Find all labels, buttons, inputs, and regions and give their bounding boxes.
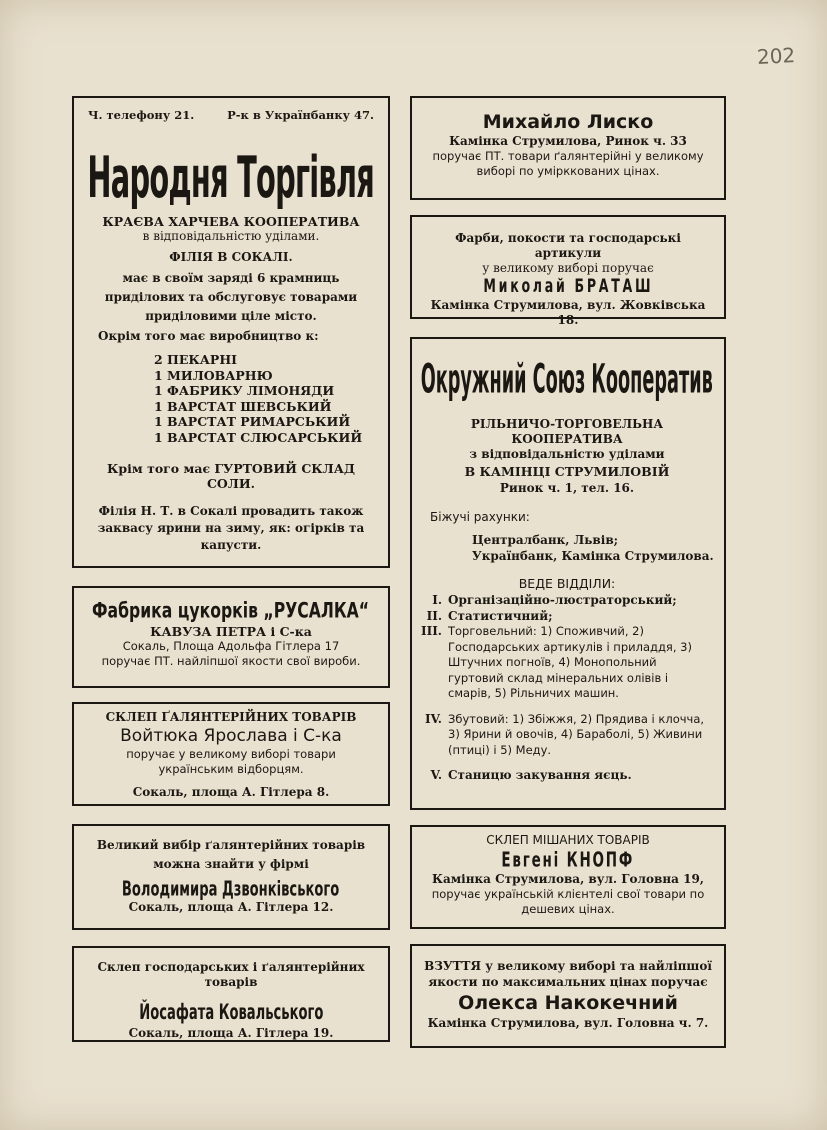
shop-owner: Миколай БРАТАШ (483, 276, 653, 298)
address: Камінка Струмилова, вул. Жовківська 18. (430, 298, 706, 327)
list-item: IV. Збутовий: 1) Збіжжя, 2) Прядива і клочча, 3) Ярини й овочів, 4) Бараболі, 5) Живини (птиці) і 5) Меду. (424, 711, 705, 757)
departments-label: ВЕДЕ ВІДДІЛИ: (518, 576, 616, 591)
shop-header: СКЛЕП МІШАНИХ ТОВАРІВ (486, 833, 650, 847)
subtitle-2: з відповідальністю уділами (469, 447, 665, 461)
description: поручає українській клієнтелі свої товари по дешевих цінах. (431, 887, 705, 916)
address: Камінка Струмилова, Ринок ч. 33 (449, 134, 687, 148)
address: Камінка Струмилова, вул. Головна 19, (432, 872, 704, 886)
address: Ринок ч. 1, тел. 16. (499, 481, 635, 495)
owner: КАВУЗА ПЕТРА і С-ка (150, 624, 312, 639)
ad-title: Фабрика цукорків „РУСАЛКА“ (92, 598, 370, 624)
list-item: II. Статистичний; (426, 608, 553, 623)
list-item: 1 ФАБРИКУ ЛІМОНЯДИ (154, 383, 335, 398)
pickling-note: Філія Н. Т. в Сокалі провадить також заквасу ярини на зиму, як: огірків та капусти. (97, 504, 365, 552)
shop-owner: Йосафата Ковальського (138, 998, 324, 1024)
list-item: 1 ВАРСТАТ ШЕВСЬКИЙ (154, 398, 332, 414)
ad-title: Народня Торгівля (87, 143, 375, 211)
subtitle-3: В КАМІНЦІ СТРУМИЛОВІЙ (464, 464, 670, 479)
ad-knopf (410, 825, 726, 929)
ad-title: Михайло Лиско (482, 111, 654, 133)
shop-owner: Володимира Дзвонківського (122, 875, 340, 901)
account-2: Українбанк, Камінка Струмилова. (472, 549, 714, 563)
description: поручає ПТ. найліпшої якости свої вироби. (101, 654, 361, 668)
list-item: I. Організаційно-люстраторський; (432, 593, 677, 607)
list-item: 1 МИЛОВАРНЮ (154, 367, 273, 383)
phone-number: Ч. телефону 21. (88, 108, 195, 122)
description: Склеп господарських і ґалянтерійних товарів (97, 960, 365, 989)
address: Сокаль, площа А. Гітлера 12. (128, 900, 334, 914)
ad-okruzhnyi-soiuz (410, 337, 726, 810)
accounts-label: Біжучі рахунки: (430, 510, 530, 524)
ad-kovalsky (72, 946, 390, 1042)
shop-owner: Олекса Накокечний (458, 992, 678, 1014)
ad-dzvonkivsky (72, 824, 390, 930)
ad-nakonechny (410, 944, 726, 1048)
list-item: III. Торговельний: 1) Споживчий, 2) Господарських артикулів і приладдя, 3) Штучних погноїв, 4) Монопольний гуртовий склад мінеральних олівів і смарів, 5) Рільничих машин. (420, 624, 692, 700)
description-2: у великому виборі поручає (482, 261, 654, 275)
departments-list (420, 593, 714, 784)
ad-voytiuk (72, 702, 390, 806)
list-item: 1 ВАРСТАТ СЛЮСАРСЬКИЙ (154, 429, 363, 445)
subtitle: РІЛЬНИЧО-ТОРГОВЕЛЬНА КООПЕРАТИВА (470, 417, 664, 446)
ad-lysko (410, 96, 726, 200)
address: Сокаль, площа А. Гітлера 19. (128, 1026, 334, 1040)
description: поручає у великому виборі товари українським відборцям. (126, 747, 336, 776)
account-1: Централбанк, Львів; (472, 533, 619, 547)
shop-header: СКЛЕП ҐАЛЯНТЕРІЙНИХ ТОВАРІВ (105, 710, 357, 724)
ad-rusalka (72, 586, 390, 688)
subtitle-2: в відповідальністю уділами. (142, 229, 320, 243)
list-item: 2 ПЕКАРНІ (154, 352, 237, 367)
address: Камінка Струмилова, вул. Головна ч. 7. (427, 1016, 709, 1030)
subtitle: КРАЄВА ХАРЧЕВА КООПЕРАТИВА (102, 214, 360, 229)
ad-bratash (410, 215, 726, 327)
description: Фарби, покости та господарські артикули (455, 231, 681, 260)
shop-owner: Евгені КНОПФ (501, 847, 635, 873)
address: Сокаль, Площа Адольфа Гітлера 17 (122, 639, 340, 653)
address: Сокаль, площа А. Гітлера 8. (132, 785, 330, 799)
production-list (88, 352, 374, 445)
ad-narodnia-torhivlia (72, 96, 390, 568)
bank-account: Р-к в Українбанку 47. (227, 108, 374, 122)
branch-label: ФІЛІЯ В СОКАЛІ. (169, 250, 293, 264)
description: поручає ПТ. товари ґалянтерійні у великому виборі по умірккованих цінах. (432, 149, 704, 178)
salt-warehouse: Крім того має ГУРТОВИЙ СКЛАД СОЛИ. (107, 461, 355, 491)
description: має в своїм заряді 6 крамниць приділових та обслуговує товарами приділовими ціле місто. (104, 271, 358, 323)
list-item: V. Станицю закування яєць. (430, 768, 632, 782)
page-number: 202 (756, 43, 796, 69)
description: ВЗУТТЯ у великому виборі та найліпшої якости по максимальних цінах поручає (424, 959, 712, 989)
description: Великий вибір ґалянтерійних товарів можна знайти у фірмі (96, 838, 366, 871)
list-item: 1 ВАРСТАТ РИМАРСЬКИЙ (154, 414, 351, 429)
shop-owner: Войтюка Ярослава і С-ка (120, 726, 342, 746)
production-label: Окрім того має виробництво к: (98, 329, 319, 343)
ad-title: Окружний Союз Кооператив (420, 356, 714, 404)
